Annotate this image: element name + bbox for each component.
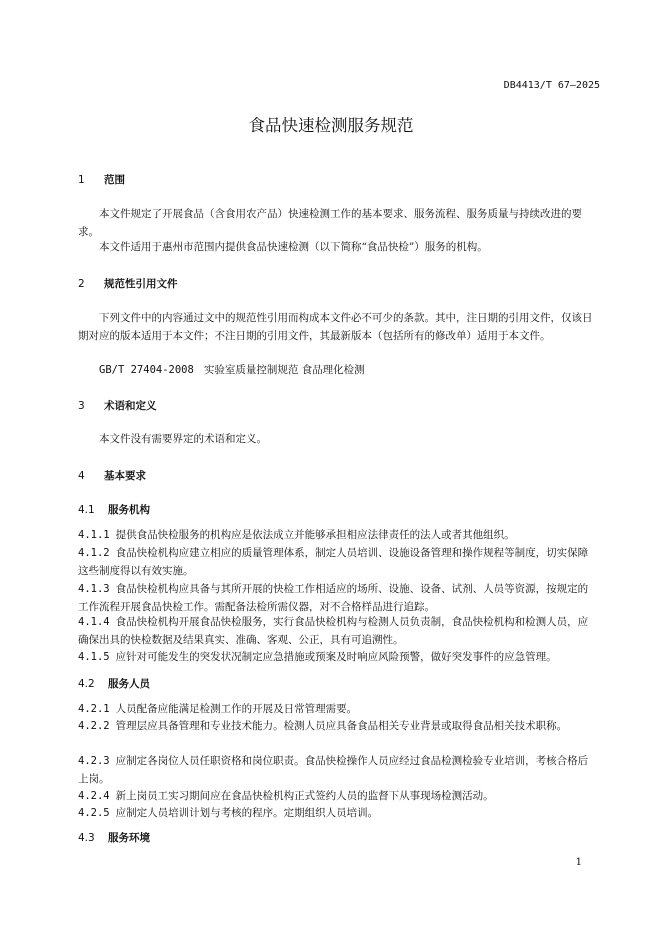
section-title: 服务环境 [108,832,150,844]
section-number: 4 [78,470,85,482]
section-title: 术语和定义 [104,400,157,412]
section-number: 4.2 [78,678,95,690]
paragraph: 本文件适用于惠州市范围内提供食品快速检测（以下简称“食品快检”）服务的机构。 [99,241,488,253]
section-1-heading [78,172,125,187]
section-2-heading [78,276,178,291]
clause-number: 4.2.5 [78,807,110,819]
clause-4-2-3 [78,752,598,788]
section-4-2-heading [78,676,150,691]
clause-4-1-5 [78,648,598,666]
clause-text: 食品快检机构应具备与其所开展的快检工作相适应的场所、设施、设备、试剂、人员等资源，按规定的工作流程开展食品快检工作。需配备法检所需仪器，对不合格样品进行追踪。 [78,583,589,613]
clause-text: 食品快检机构开展食品快检服务，实行食品快检机构与检测人员负责制，食品快检机构和检测人员，应确保出具的快检数据及结果真实、准确、客观、公正，具有可追溯性。 [78,616,589,646]
clause-number: 4.1.5 [78,651,110,663]
document-code: DB4413/T 67—2025 [503,80,600,91]
clause-text: 应针对可能发生的突发状况制定应急措施或预案及时响应风险预警，做好突发事件的应急管理。 [115,651,557,663]
clause-4-1-1 [78,526,598,544]
section-title: 范围 [104,174,125,186]
section-number: 2 [78,278,85,290]
section-4-1-heading [78,502,150,517]
clause-4-2-2 [78,717,598,735]
clause-number: 4.1.2 [78,547,110,559]
clause-text: 人员配备应能满足检测工作的开展及日常管理需要。 [115,703,358,715]
clause-number: 4.1.3 [78,583,110,595]
clause-text: 新上岗员工实习期间应在食品快检机构正式签约人员的监督下从事现场检测活动。 [115,790,494,802]
standard-name: 实验室质量控制规范 食品理化检测 [203,364,365,376]
paragraph: 本文件规定了开展食品（含食用农产品）快速检测工作的基本要求、服务流程、服务质量与持续改进的要求。 [78,208,582,238]
standard-code: GB/T 27404-2008 [99,364,194,376]
clause-4-1-2 [78,544,598,580]
section-4-heading [78,468,146,483]
clause-number: 4.1.1 [78,529,110,541]
clause-number: 4.2.1 [78,703,110,715]
clause-text: 应制定各岗位人员任职资格和岗位职责。食品快检操作人员应经过食品检测检验专业培训，考核合格后上岗。 [78,755,589,785]
section-number: 4.1 [78,504,95,516]
paragraph: 本文件没有需要界定的术语和定义。 [99,433,267,445]
paragraph: 下列文件中的内容通过文中的规范性引用而构成本文件必不可少的条款。其中，注日期的引用文件，仅该日期对应的版本适用于本文件；不注日期的引用文件，其最新版本（包括所有的修改单）适用于本文件。 [78,312,593,342]
clause-number: 4.1.4 [78,616,110,628]
clause-number: 4.2.4 [78,790,110,802]
clause-text: 食品快检机构应建立相应的质量管理体系，制定人员培训、设施设备管理和操作规程等制度，切实保障这些制度得以有效实施。 [78,547,589,577]
section-number: 1 [78,174,85,186]
page-number: 1 [575,857,582,868]
clause-4-2-5 [78,804,598,822]
section-title: 规范性引用文件 [104,278,178,290]
section-title: 服务机构 [108,504,150,516]
clause-text: 提供食品快检服务的机构应是依法成立并能够承担相应法律责任的法人或者其他组织。 [115,529,515,541]
section-number: 4.3 [78,832,95,844]
clause-4-2-4 [78,787,598,805]
section-title: 服务人员 [108,678,150,690]
clause-text: 管理层应具备管理和专业技术能力。检测人员应具备食品相关专业背景或取得食品相关技术职称。 [115,720,568,732]
clause-number: 4.2.3 [78,755,110,767]
section-number: 3 [78,400,85,412]
document-title: 食品快速检测服务规范 [248,116,414,135]
section-title: 基本要求 [104,470,146,482]
clause-number: 4.2.2 [78,720,110,732]
section-3-heading [78,398,157,413]
clause-text: 应制定人员培训计划与考核的程序。定期组织人员培训。 [115,807,379,819]
referenced-standard [99,362,365,377]
clause-4-2-1 [78,700,598,718]
clause-4-1-4 [78,613,598,649]
clause-4-1-3 [78,580,598,616]
section-4-3-heading [78,830,150,845]
